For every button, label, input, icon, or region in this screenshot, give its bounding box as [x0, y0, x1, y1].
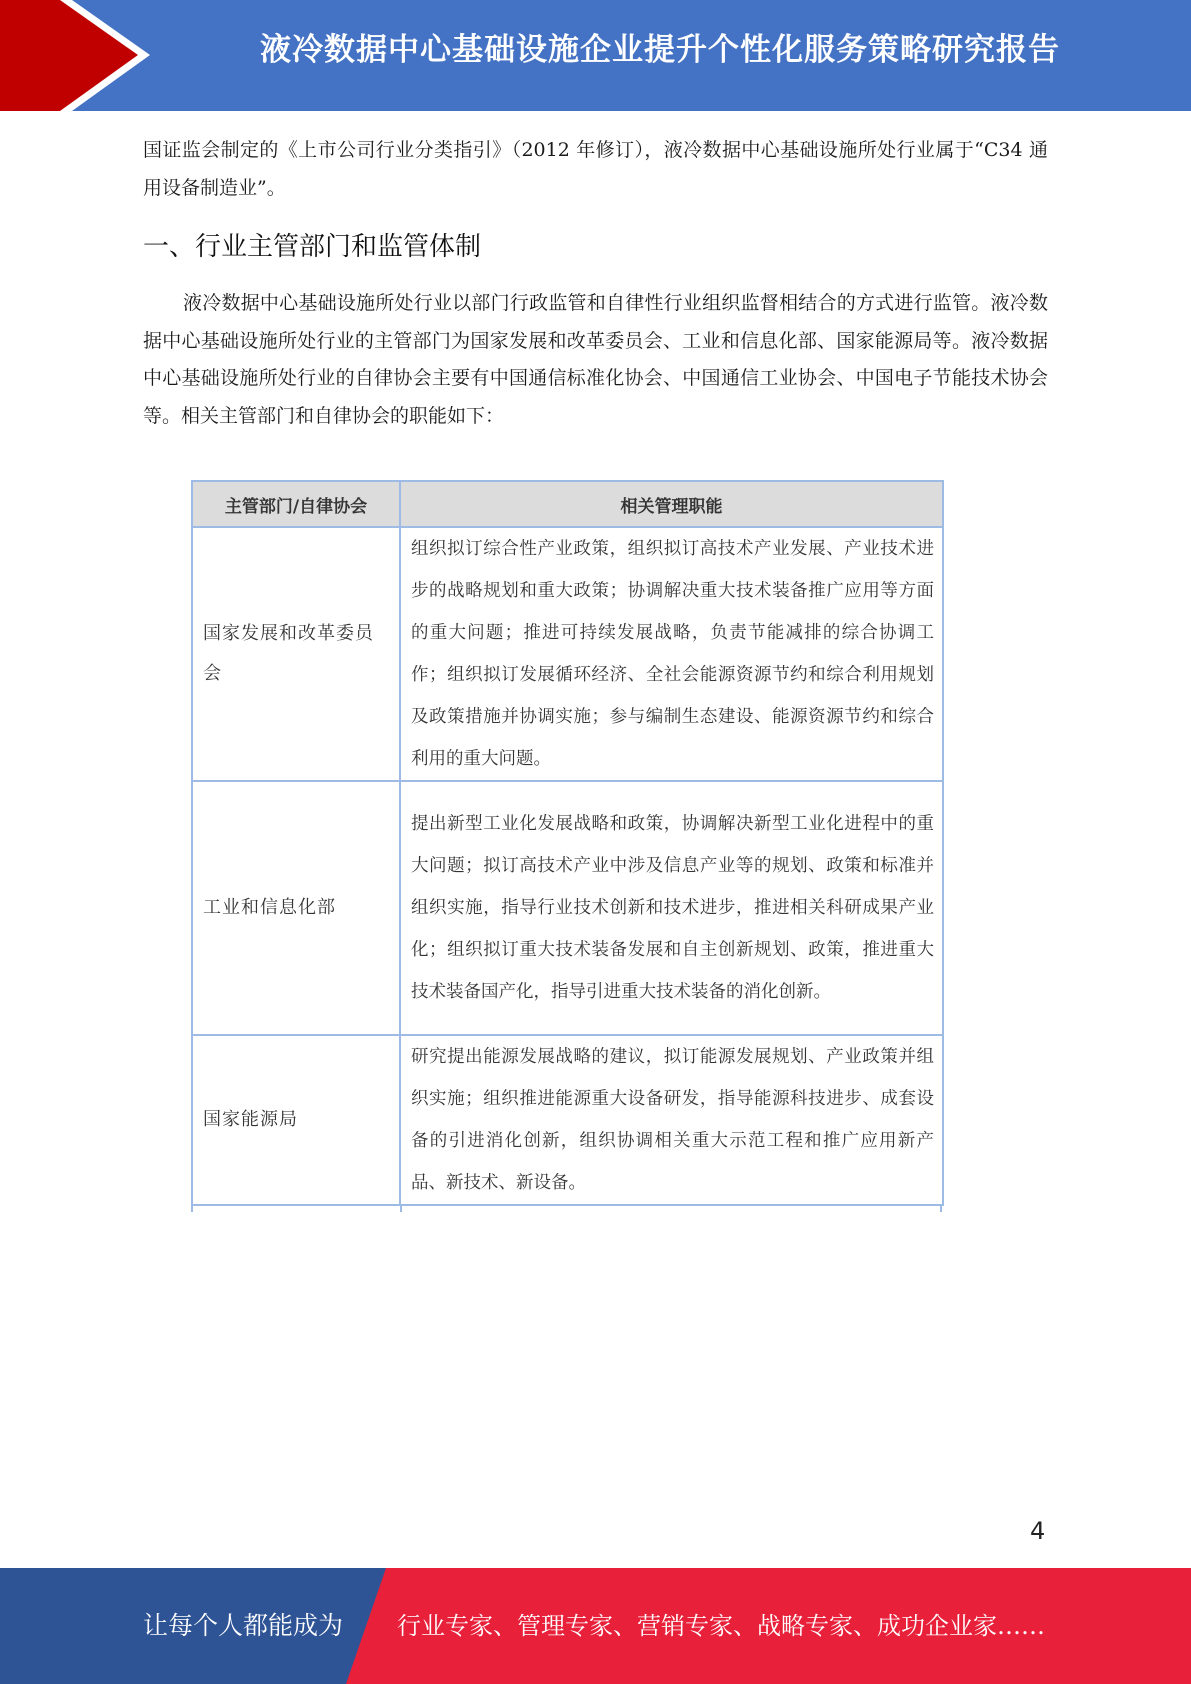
table-continuation [191, 1206, 942, 1212]
table-header-func: 相关管理职能 [400, 481, 943, 527]
footer-slogan-left: 让每个人都能成为 [143, 1611, 344, 1640]
table-cell-func: 组织拟订综合性产业政策，组织拟订高技术产业发展、产业技术进步的战略规划和重大政策；协调解决重大技术装备推广应用等方面的重大问题；推进可持续发展战略，负责节能减排的综合协调工作；组织拟订发展循环经济、全社会能源资源节约和综合利用规划及政策措施并协调实施；参与编制生态建设、能源资源节约和综合利用的重大问题。 [400, 527, 943, 781]
table-row [192, 781, 943, 1035]
table-header-row [192, 481, 943, 527]
table-cell-dept: 国家能源局 [192, 1035, 400, 1205]
regulator-table [191, 480, 942, 1212]
footer-slogan-right: 行业专家、管理专家、营销专家、战略专家、成功企业家…… [397, 1612, 1045, 1640]
report-title: 液冷数据中心基础设施企业提升个性化服务策略研究报告 [260, 32, 1060, 68]
intro-paragraph: 国证监会制定的《上市公司行业分类指引》（2012 年修订），液冷数据中心基础设施所处行业属于“C34 通用设备制造业”。 [143, 139, 1048, 199]
table-cell-dept: 国家发展和改革委员会 [192, 527, 400, 781]
table-row [192, 1035, 943, 1205]
table-cell-func: 研究提出能源发展战略的建议，拟订能源发展规划、产业政策并组织实施；组织推进能源重大设备研发，指导能源科技进步、成套设备的引进消化创新，组织协调相关重大示范工程和推广应用新产品、新技术、新设备。 [400, 1035, 943, 1205]
table-header-dept: 主管部门/自律协会 [192, 481, 400, 527]
section-paragraph: 液冷数据中心基础设施所处行业以部门行政监管和自律性行业组织监督相结合的方式进行监管。液冷数据中心基础设施所处行业的主管部门为国家发展和改革委员会、工业和信息化部、国家能源局等。液冷数据中心基础设施所处行业的自律协会主要有中国通信标准化协会、中国通信工业协会、中国电子节能技术协会等。相关主管部门和自律协会的职能如下： [143, 292, 1048, 427]
header-chevron-icon [0, 0, 160, 111]
table-cell-func: 提出新型工业化发展战略和政策，协调解决新型工业化进程中的重大问题；拟订高技术产业中涉及信息产业等的规划、政策和标准并组织实施，指导行业技术创新和技术进步，推进相关科研成果产业化；组织拟订重大技术装备发展和自主创新规划、政策，推进重大技术装备国产化，指导引进重大技术装备的消化创新。 [400, 781, 943, 1035]
table-cell-dept: 工业和信息化部 [192, 781, 400, 1035]
page-header [0, 0, 1191, 111]
page-footer [0, 1568, 1191, 1684]
page-number: 4 [1030, 1517, 1046, 1545]
table-row [192, 527, 943, 781]
main-content [143, 132, 1048, 435]
section-heading: 一、行业主管部门和监管体制 [143, 232, 482, 262]
